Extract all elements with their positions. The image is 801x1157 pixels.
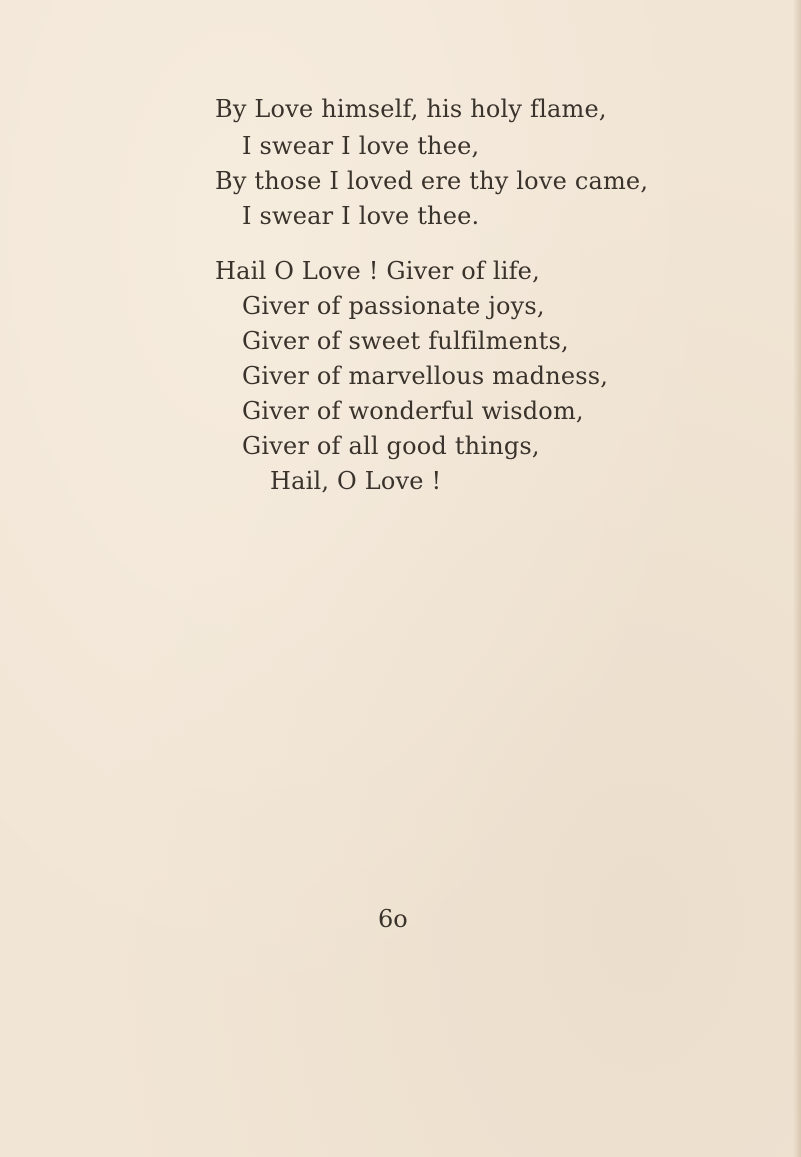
- poem-line: Giver of passionate joys,: [242, 292, 545, 320]
- poem-line: Giver of sweet fulfilments,: [242, 327, 569, 355]
- page-edge-shadow: [793, 0, 801, 1157]
- poem-line: I swear I love thee,: [242, 132, 480, 160]
- poem-line: By Love himself, his holy flame,: [215, 95, 607, 123]
- poem-line: Giver of marvellous madness,: [242, 362, 609, 390]
- poem-line: Hail O Love ! Giver of life,: [215, 257, 540, 285]
- poem-line: By those I loved ere thy love came,: [215, 167, 649, 195]
- poem-line: I swear I love thee.: [242, 202, 480, 230]
- poem-line: Hail, O Love !: [270, 467, 442, 495]
- page-number: 6o: [378, 905, 408, 933]
- poem-line: Giver of all good things,: [242, 432, 540, 460]
- poem-line: Giver of wonderful wisdom,: [242, 397, 584, 425]
